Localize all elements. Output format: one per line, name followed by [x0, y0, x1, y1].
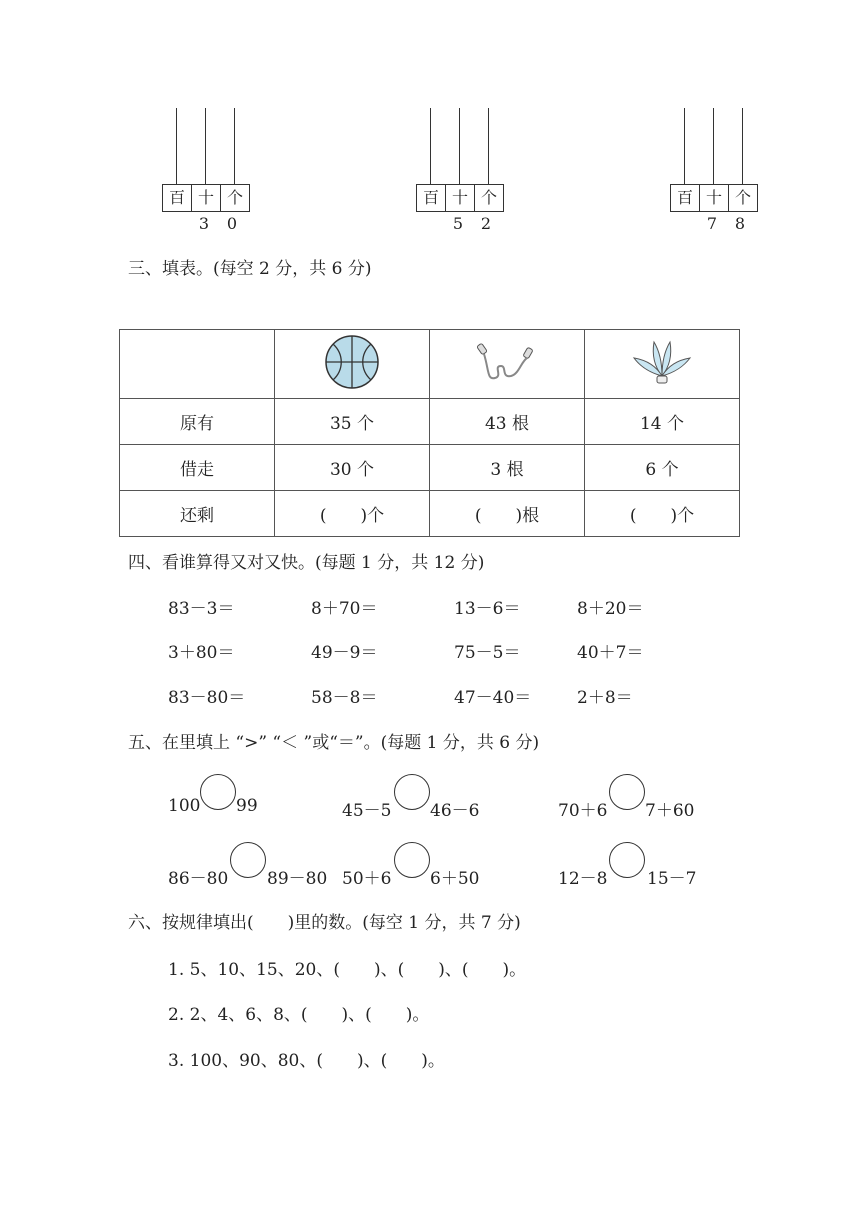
place-hundreds: 百 [163, 185, 192, 211]
digit-ones: 0 [226, 214, 238, 233]
compare-circle[interactable] [394, 842, 430, 878]
jump-rope-icon [475, 340, 539, 384]
compare-circle[interactable] [394, 774, 430, 810]
compare-right: 89－80 [267, 869, 328, 889]
compare-right: 99 [236, 796, 258, 816]
calc-item[interactable]: 2＋8＝ [577, 688, 633, 708]
place-tens: 十 [446, 185, 475, 211]
digit-hundreds [670, 214, 698, 233]
sequence-item[interactable]: 3. 100、90、80、( )、( )。 [168, 1051, 445, 1071]
calc-item[interactable]: 40＋7＝ [577, 643, 644, 663]
table-image-cell [275, 330, 430, 399]
calc-item[interactable]: 13－6＝ [454, 599, 521, 619]
calc-item[interactable]: 8＋20＝ [577, 599, 644, 619]
table-cell: 43 根 [430, 399, 585, 445]
place-ones: 个 [480, 188, 497, 207]
digit-tens: 5 [452, 214, 464, 233]
place-tens: 十 [700, 185, 729, 211]
abacus-2 [416, 108, 506, 234]
compare-right: 15－7 [647, 869, 697, 889]
row-label-remaining: 还剩 [120, 491, 275, 537]
section-3-heading: 三、填表。(每空 2 分，共 6 分) [128, 259, 372, 279]
section-4-heading: 四、看谁算得又对又快。(每题 1 分，共 12 分) [128, 553, 485, 573]
table-cell: 30 个 [275, 445, 430, 491]
digit-ones: 8 [734, 214, 746, 233]
table-cell: 6 个 [585, 445, 740, 491]
place-hundreds: 百 [417, 185, 446, 211]
sequence-item[interactable]: 2. 2、4、6、8、( )、( )。 [168, 1005, 430, 1025]
row-label-original: 原有 [120, 399, 275, 445]
shuttlecock-icon [630, 336, 694, 388]
calc-item[interactable]: 83－3＝ [168, 599, 235, 619]
calc-item[interactable]: 83－80＝ [168, 688, 246, 708]
row-label-borrowed: 借走 [120, 445, 275, 491]
table-image-cell [430, 330, 585, 399]
section-6-heading: 六、按规律填出( )里的数。(每空 1 分，共 7 分) [128, 913, 521, 933]
sequence-item[interactable]: 1. 5、10、15、20、( )、( )、( )。 [168, 960, 527, 980]
table-cell: 14 个 [585, 399, 740, 445]
compare-left: 12－8 [558, 869, 608, 889]
digit-ones: 2 [480, 214, 492, 233]
compare-left: 50＋6 [342, 869, 392, 889]
compare-left: 86－80 [168, 869, 229, 889]
table-cell: 3 根 [430, 445, 585, 491]
calc-item[interactable]: 3＋80＝ [168, 643, 235, 663]
compare-left: 45－5 [342, 801, 392, 821]
table-image-cell [585, 330, 740, 399]
compare-right: 7＋60 [645, 801, 695, 821]
compare-circle[interactable] [609, 842, 645, 878]
calc-item[interactable]: 58－8＝ [311, 688, 378, 708]
compare-circle[interactable] [200, 774, 236, 810]
digit-tens: 3 [198, 214, 210, 233]
compare-left: 70＋6 [558, 801, 608, 821]
table-cell: 35 个 [275, 399, 430, 445]
compare-right: 46－6 [430, 801, 480, 821]
compare-left: 100 [168, 796, 201, 816]
abacus-1 [162, 108, 252, 234]
calc-item[interactable]: 8＋70＝ [311, 599, 378, 619]
answer-cell[interactable]: ( )个 [275, 491, 430, 537]
fill-table [119, 329, 740, 537]
digit-hundreds [162, 214, 190, 233]
place-hundreds: 百 [671, 185, 700, 211]
digit-tens: 7 [706, 214, 718, 233]
answer-cell[interactable]: ( )个 [585, 491, 740, 537]
place-tens: 十 [192, 185, 221, 211]
abacus-3 [670, 108, 760, 234]
answer-cell[interactable]: ( )根 [430, 491, 585, 537]
compare-circle[interactable] [609, 774, 645, 810]
calc-item[interactable]: 47－40＝ [454, 688, 532, 708]
table-corner-cell [120, 330, 275, 399]
calc-item[interactable]: 49－9＝ [311, 643, 378, 663]
place-ones: 个 [734, 188, 751, 207]
digit-hundreds [416, 214, 444, 233]
place-ones: 个 [226, 188, 243, 207]
basketball-icon [324, 334, 380, 390]
compare-right: 6＋50 [430, 869, 480, 889]
compare-circle[interactable] [230, 842, 266, 878]
calc-item[interactable]: 75－5＝ [454, 643, 521, 663]
section-5-heading: 五、在里填上 “>” “＜ ”或“＝”。(每题 1 分，共 6 分) [128, 733, 540, 753]
